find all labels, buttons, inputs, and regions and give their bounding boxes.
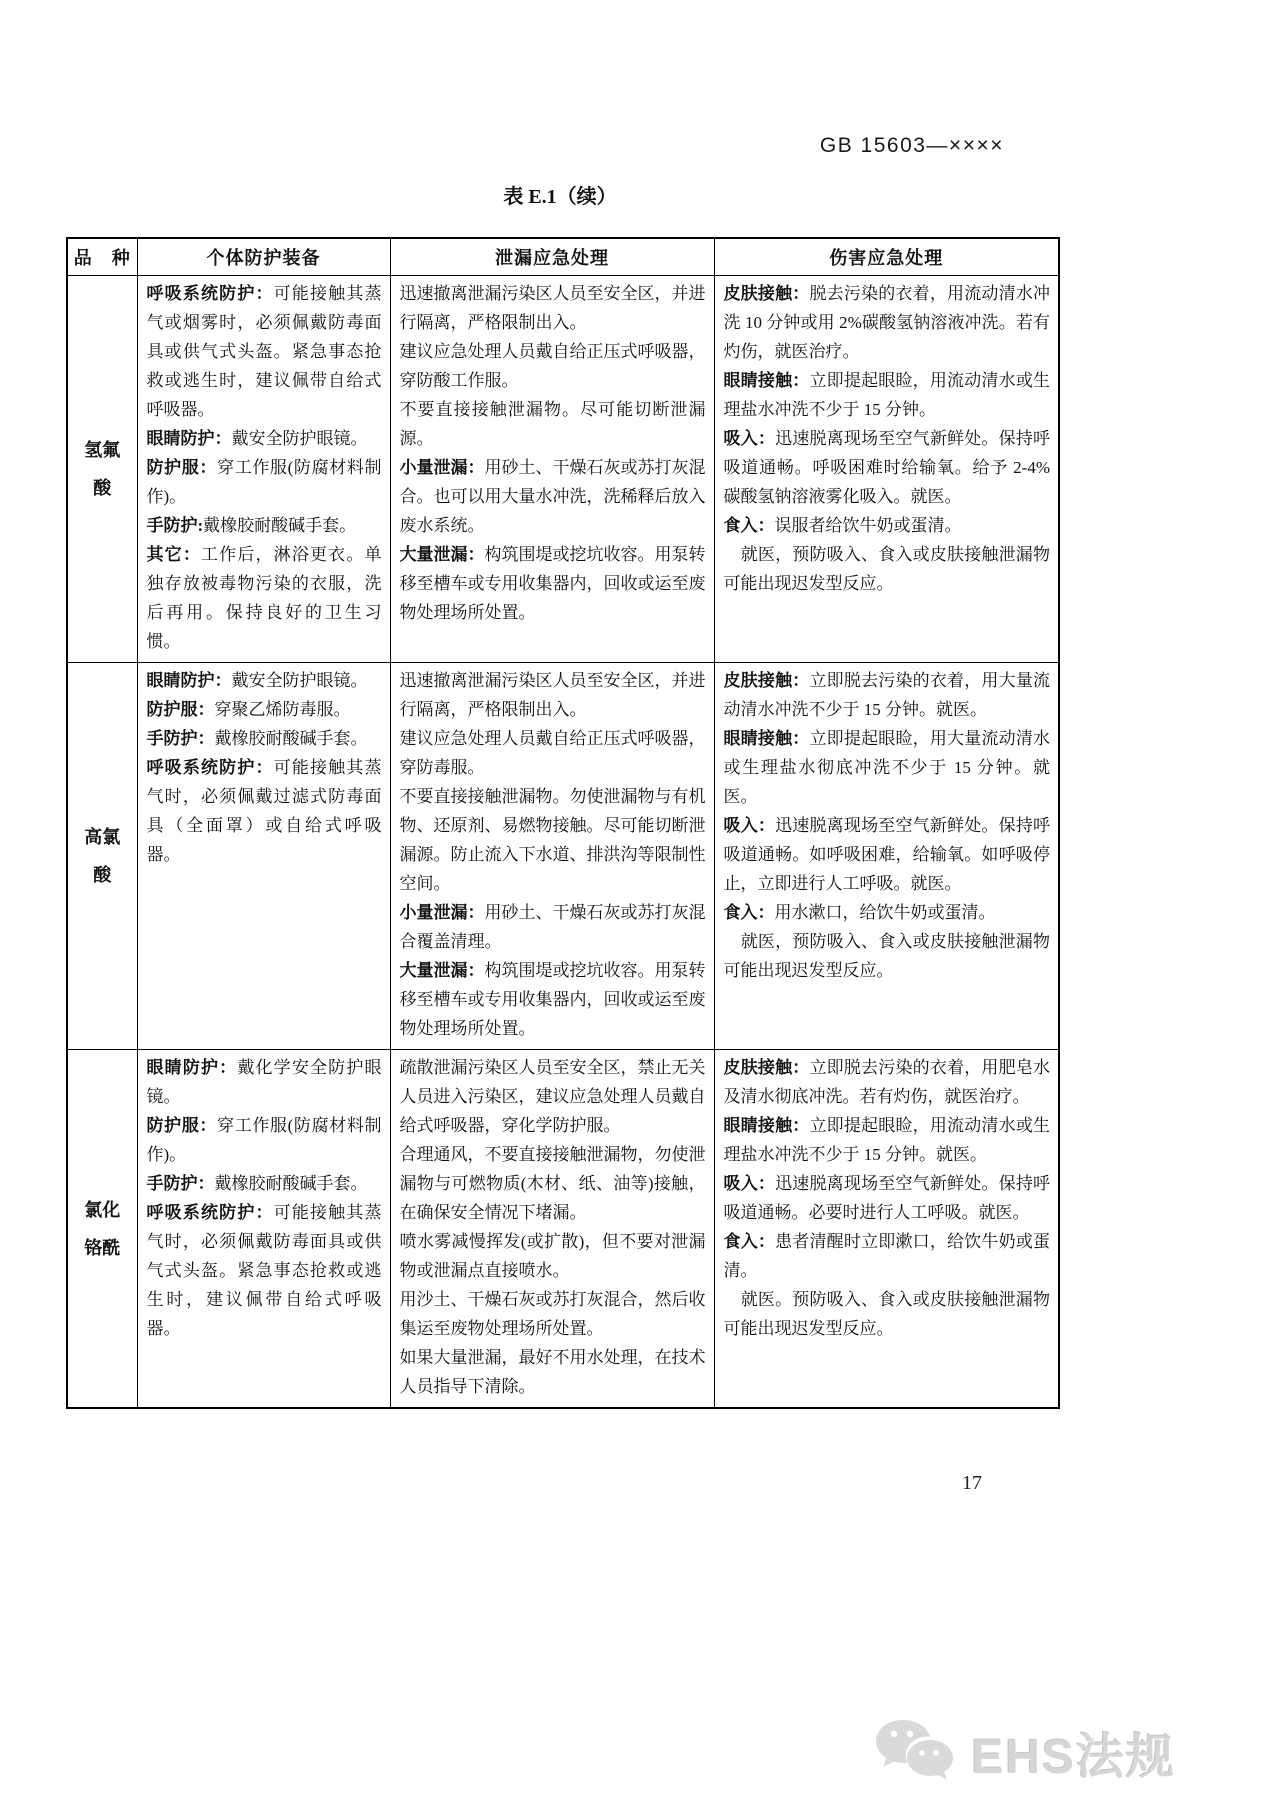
cell-paragraph: 就医。预防吸入、食入或皮肤接触泄漏物可能出现迟发型反应。 <box>723 1290 1050 1338</box>
substance-name: 氢氟酸 <box>84 440 121 498</box>
paragraph-lead-label: 眼睛接触： <box>723 729 810 748</box>
paragraph-lead-label: 眼睛防护： <box>146 671 232 690</box>
injury-cell <box>714 663 1059 1050</box>
substance-name-cell <box>67 663 137 1050</box>
paragraph-lead-label: 呼吸系统防护： <box>146 284 274 303</box>
paragraph-lead-label: 皮肤接触： <box>723 1058 810 1077</box>
cell-paragraph: 吸入：迅速脱离现场至空气新鲜处。保持呼吸道通畅。必要时进行人工呼吸。就医。 <box>723 1174 1051 1222</box>
protection-cell <box>137 663 390 1050</box>
leak-cell <box>390 663 714 1050</box>
cell-paragraph: 如果大量泄漏，最好不用水处理，在技术人员指导下清除。 <box>399 1348 706 1396</box>
cell-paragraph: 建议应急处理人员戴自给正压式呼吸器，穿防酸工作服。 <box>399 342 706 390</box>
substance-name-cell <box>67 1050 137 1409</box>
cell-paragraph: 就医，预防吸入、食入或皮肤接触泄漏物可能出现迟发型反应。 <box>723 545 1050 593</box>
paragraph-lead-label: 吸入： <box>723 816 776 835</box>
paragraph-lead-label: 食入： <box>723 1232 776 1251</box>
paragraph-lead-label: 防护服： <box>146 458 218 477</box>
table-row-hydrofluoric-acid <box>67 276 1059 663</box>
cell-paragraph: 眼睛接触：立即提起眼睑，用大量流动清水或生理盐水彻底冲洗不少于 15 分钟。就医。 <box>723 729 1051 806</box>
cell-paragraph: 其它：工作后，淋浴更衣。单独存放被毒物污染的衣服，洗后再用。保持良好的卫生习惯。 <box>146 545 382 651</box>
cell-paragraph: 吸入：迅速脱离现场至空气新鲜处。保持呼吸道通畅。如呼吸困难，给输氧。如呼吸停止，立即进行人工呼吸。就医。 <box>723 816 1051 893</box>
paragraph-lead-label: 防护服： <box>146 700 215 719</box>
hazard-table <box>66 237 1060 1409</box>
substance-name: 高氯酸 <box>84 827 121 885</box>
table-row-chromyl-chloride <box>67 1050 1059 1409</box>
paragraph-lead-label: 食入： <box>723 516 775 535</box>
cell-paragraph: 眼睛接触：立即提起眼睑，用流动清水或生理盐水冲洗不少于 15 分钟。就医。 <box>723 1116 1051 1164</box>
cell-paragraph: 手防护：戴橡胶耐酸碱手套。 <box>146 1174 368 1193</box>
protection-cell <box>137 1050 390 1409</box>
cell-paragraph: 疏散泄漏污染区人员至安全区，禁止无关人员进入污染区，建议应急处理人员戴自给式呼吸器，穿化学防护服。 <box>399 1058 706 1135</box>
paragraph-lead-label: 皮肤接触： <box>723 284 810 303</box>
cell-paragraph: 手防护：戴橡胶耐酸碱手套。 <box>146 729 368 748</box>
column-header-leak: 泄漏应急处理 <box>390 238 714 276</box>
leak-cell <box>390 276 714 663</box>
cell-paragraph: 防护服：穿工作服(防腐材料制作)。 <box>146 1116 382 1164</box>
paragraph-lead-label: 其它： <box>146 545 201 564</box>
cell-paragraph: 不要直接接触泄漏物。尽可能切断泄漏源。 <box>399 400 706 448</box>
paragraph-lead-label: 皮肤接触： <box>723 671 810 690</box>
cell-paragraph: 食入：患者清醒时立即漱口，给饮牛奶或蛋清。 <box>723 1232 1051 1280</box>
cell-paragraph: 用沙土、干燥石灰或苏打灰混合，然后收集运至废物处理场所处置。 <box>399 1290 706 1338</box>
cell-paragraph: 吸入：迅速脱离现场至空气新鲜处。保持呼吸道通畅。呼吸困难时给输氧。给予 2-4%碳酸氢钠溶液雾化吸入。就医。 <box>723 429 1051 506</box>
column-header-injury: 伤害应急处理 <box>714 238 1059 276</box>
cell-paragraph: 建议应急处理人员戴自给正压式呼吸器，穿防毒服。 <box>399 729 706 777</box>
cell-paragraph: 眼睛防护：戴安全防护眼镜。 <box>146 429 368 448</box>
paragraph-lead-label: 大量泄漏： <box>399 545 485 564</box>
cell-paragraph: 眼睛防护：戴化学安全防护眼镜。 <box>146 1058 382 1106</box>
paragraph-lead-label: 吸入： <box>723 429 776 448</box>
injury-cell <box>714 1050 1059 1409</box>
watermark-text: EHS法规 <box>971 1730 1176 1784</box>
substance-name: 氯化铬酰 <box>84 1199 121 1258</box>
page-number: 17 <box>962 1472 982 1494</box>
paragraph-lead-label: 呼吸系统防护： <box>146 1203 274 1222</box>
cell-paragraph: 眼睛接触：立即提起眼睑，用流动清水或生理盐水冲洗不少于 15 分钟。 <box>723 371 1051 419</box>
cell-paragraph: 喷水雾减慢挥发(或扩散)，但不要对泄漏物或泄漏点直接喷水。 <box>399 1232 706 1280</box>
cell-paragraph: 呼吸系统防护：可能接触其蒸气或烟雾时，必须佩戴防毒面具或供气式头盔。紧急事态抢救或逃生时，建议佩带自给式呼吸器。 <box>146 284 382 419</box>
cell-paragraph: 大量泄漏：构筑围堤或挖坑收容。用泵转移至槽车或专用收集器内，回收或运至废物处理场所处置。 <box>399 961 706 1038</box>
paragraph-lead-label: 眼睛接触： <box>723 1116 810 1135</box>
paragraph-lead-label: 眼睛防护： <box>146 1058 238 1077</box>
cell-paragraph: 皮肤接触：立即脱去污染的衣着，用大量流动清水冲洗不少于 15 分钟。就医。 <box>723 671 1051 719</box>
cell-paragraph: 迅速撤离泄漏污染区人员至安全区，并进行隔离，严格限制出入。 <box>399 284 706 332</box>
paragraph-lead-label: 小量泄漏： <box>399 903 485 922</box>
cell-paragraph: 合理通风，不要直接接触泄漏物，勿使泄漏物与可燃物质(木材、纸、油等)接触，在确保安全情况下堵漏。 <box>399 1145 706 1222</box>
cell-paragraph: 呼吸系统防护：可能接触其蒸气时，必须佩戴过滤式防毒面具（全面罩）或自给式呼吸器。 <box>146 758 382 864</box>
cell-paragraph: 眼睛防护：戴安全防护眼镜。 <box>146 671 368 690</box>
cell-paragraph: 大量泄漏：构筑围堤或挖坑收容。用泵转移至槽车或专用收集器内，回收或运至废物处理场所处置。 <box>399 545 706 622</box>
doc-number: GB 15603—×××× <box>819 134 1004 157</box>
watermark <box>873 1716 1176 1788</box>
paragraph-lead-label: 呼吸系统防护： <box>146 758 274 777</box>
table-row-perchloric-acid <box>67 663 1059 1050</box>
table-header-row <box>67 238 1059 276</box>
leak-cell <box>390 1050 714 1409</box>
cell-paragraph: 手防护:戴橡胶耐酸碱手套。 <box>146 516 357 535</box>
paragraph-lead-label: 防护服： <box>146 1116 218 1135</box>
paragraph-lead-label: 食入： <box>723 903 775 922</box>
paragraph-lead-label: 小量泄漏： <box>399 458 485 477</box>
cell-paragraph: 食入：误服者给饮牛奶或蛋清。 <box>723 516 962 535</box>
cell-paragraph: 呼吸系统防护：可能接触其蒸气时，必须佩戴防毒面具或供气式头盔。紧急事态抢救或逃生时，建议佩带自给式呼吸器。 <box>146 1203 382 1338</box>
paragraph-lead-label: 眼睛防护： <box>146 429 232 448</box>
wechat-chat-bubbles-icon <box>873 1716 965 1788</box>
table-title: 表 E.1（续） <box>503 186 617 208</box>
paragraph-lead-label: 眼睛接触： <box>723 371 810 390</box>
cell-paragraph: 防护服：穿工作服(防腐材料制作)。 <box>146 458 382 506</box>
cell-paragraph: 皮肤接触：立即脱去污染的衣着，用肥皂水及清水彻底冲洗。若有灼伤，就医治疗。 <box>723 1058 1051 1106</box>
column-header-protection: 个体防护装备 <box>137 238 390 276</box>
paragraph-lead-label: 吸入： <box>723 1174 776 1193</box>
cell-paragraph: 小量泄漏：用砂土、干燥石灰或苏打灰混合覆盖清理。 <box>399 903 706 951</box>
cell-paragraph: 防护服：穿聚乙烯防毒服。 <box>146 700 351 719</box>
cell-paragraph: 小量泄漏：用砂土、干燥石灰或苏打灰混合。也可以用大量水冲洗，洗稀释后放入废水系统。 <box>399 458 706 535</box>
protection-cell <box>137 276 390 663</box>
cell-paragraph: 不要直接接触泄漏物。勿使泄漏物与有机物、还原剂、易燃物接触。尽可能切断泄漏源。防止流入下水道、排洪沟等限制性空间。 <box>399 787 706 893</box>
paragraph-lead-label: 大量泄漏： <box>399 961 485 980</box>
paragraph-lead-label: 手防护: <box>146 516 204 535</box>
cell-paragraph: 迅速撤离泄漏污染区人员至安全区，并进行隔离，严格限制出入。 <box>399 671 706 719</box>
cell-paragraph: 食入：用水漱口，给饮牛奶或蛋清。 <box>723 903 996 922</box>
substance-name-cell <box>67 276 137 663</box>
paragraph-lead-label: 手防护： <box>146 729 215 748</box>
cell-paragraph: 皮肤接触：脱去污染的衣着，用流动清水冲洗 10 分钟或用 2%碳酸氢钠溶液冲洗。若有灼伤，就医治疗。 <box>723 284 1051 361</box>
paragraph-lead-label: 手防护： <box>146 1174 215 1193</box>
cell-paragraph: 就医，预防吸入、食入或皮肤接触泄漏物可能出现迟发型反应。 <box>723 932 1050 980</box>
injury-cell <box>714 276 1059 663</box>
column-header-species: 品 种 <box>67 238 137 276</box>
